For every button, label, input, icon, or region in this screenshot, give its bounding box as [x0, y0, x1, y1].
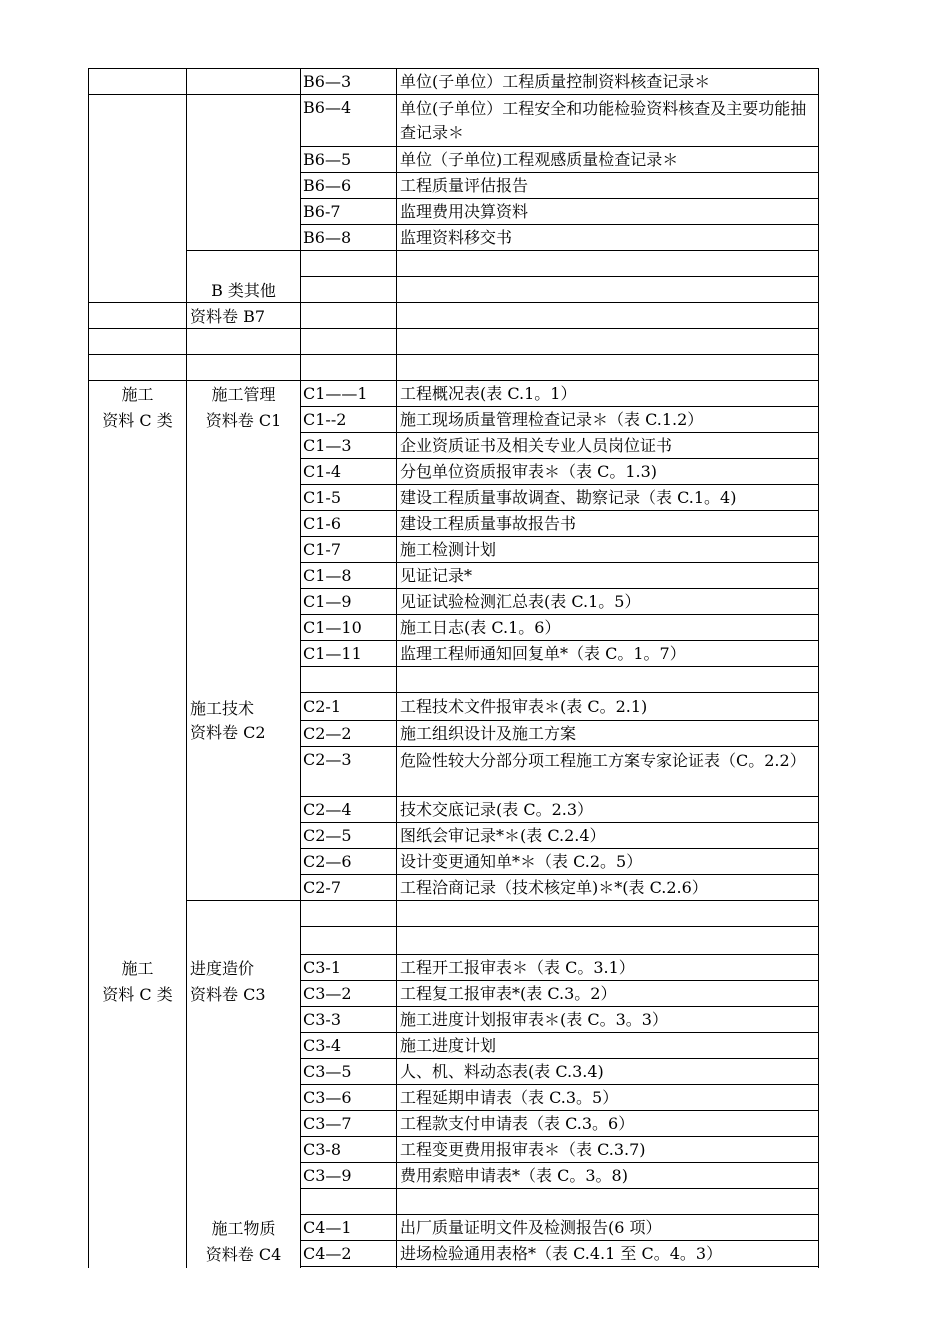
- section-label: 资料卷 B7: [190, 307, 266, 326]
- item-title: 施工现场质量管理检查记录＊（表 C.1.2）: [400, 410, 704, 429]
- item-code: C2—3: [303, 750, 352, 769]
- item-code: C2—4: [303, 800, 352, 819]
- item-title: 进场检验通用表格*（表 C.4.1 至 C。4。3）: [400, 1244, 723, 1263]
- section-label: 施工物质: [211, 1219, 276, 1238]
- item-code: C3-3: [303, 1010, 342, 1029]
- col-line-1: [186, 68, 187, 1268]
- item-code: C1—3: [303, 436, 352, 455]
- section-label: 进度造价: [190, 959, 255, 978]
- item-code: C2-7: [303, 878, 342, 897]
- item-code: B6—8: [303, 228, 352, 247]
- item-code: B6—6: [303, 176, 352, 195]
- col-line-2: [300, 68, 301, 1268]
- item-title: 单位(子单位）工程质量控制资料核查记录＊: [400, 72, 711, 91]
- item-code: C4—1: [303, 1218, 352, 1237]
- item-code: C3-4: [303, 1036, 342, 1055]
- item-title: 单位（子单位)工程观感质量检查记录＊: [400, 150, 679, 169]
- item-code: B6—4: [303, 98, 352, 117]
- section-label: 资料卷 C3: [190, 985, 266, 1004]
- item-title: 出厂质量证明文件及检测报告(6 项）: [400, 1218, 662, 1237]
- item-code: B6—3: [303, 72, 352, 91]
- item-code: C1—9: [303, 592, 352, 611]
- row-line: [300, 276, 819, 277]
- item-title: 工程开工报审表＊（表 C。3.1）: [400, 958, 635, 977]
- item-title: 施工进度计划报审表＊(表 C。3。3）: [400, 1010, 668, 1029]
- item-code: C1-4: [303, 462, 342, 481]
- item-code: C3—5: [303, 1062, 352, 1081]
- item-code: C2-1: [303, 697, 342, 716]
- section-label: 资料卷 C2: [190, 723, 266, 742]
- item-code: B6—5: [303, 150, 352, 169]
- item-title: 施工进度计划: [400, 1036, 497, 1055]
- section-label: 资料卷 C4: [205, 1245, 282, 1264]
- item-code: C3-1: [303, 958, 342, 977]
- row-line: [300, 562, 819, 563]
- item-title: 工程技术文件报审表＊(表 C。2.1): [400, 697, 648, 716]
- item-title: 施工日志(表 C.1。6）: [400, 618, 561, 637]
- item-code: C2—6: [303, 852, 352, 871]
- category-label: 施工: [121, 959, 154, 978]
- item-title: 工程复工报审表*(表 C.3。2）: [400, 984, 617, 1003]
- item-code: C2—5: [303, 826, 352, 845]
- item-code: C1--2: [303, 410, 347, 429]
- item-title: 监理工程师通知回复单*（表 C。1。7）: [400, 644, 686, 663]
- item-code: C4—2: [303, 1244, 352, 1263]
- item-code: C3—6: [303, 1088, 352, 1107]
- item-title: 人、机、料动态表(表 C.3.4): [400, 1062, 604, 1081]
- item-title: 工程延期申请表（表 C.3。5）: [400, 1088, 619, 1107]
- item-code: C1-5: [303, 488, 342, 507]
- row-line: [300, 224, 819, 225]
- row-line: [88, 354, 819, 355]
- item-code: C1—10: [303, 618, 362, 637]
- item-title: 监理资料移交书: [400, 228, 513, 247]
- item-title: 单位(子单位）工程安全和功能检验资料核查及主要功能抽查记录＊: [400, 99, 807, 142]
- item-code: C1-7: [303, 540, 342, 559]
- row-line: [300, 198, 819, 199]
- item-title: 企业资质证书及相关专业人员岗位证书: [400, 436, 673, 455]
- item-title: 分包单位资质报审表＊（表 C。1.3): [400, 462, 658, 481]
- item-title: 图纸会审记录*＊(表 C.2.4）: [400, 826, 606, 845]
- section-label: B 类其他: [211, 281, 276, 300]
- item-code: C1——1: [303, 384, 368, 403]
- section-label: 施工管理: [211, 385, 276, 404]
- item-code: C1—11: [303, 644, 362, 663]
- item-code: C3—9: [303, 1166, 352, 1185]
- item-title: 建设工程质量事故调查、勘察记录（表 C.1。4): [400, 488, 737, 507]
- row-line: [300, 692, 819, 693]
- item-title: 施工组织设计及施工方案: [400, 724, 577, 743]
- item-title: 施工检测计划: [400, 540, 497, 559]
- item-title: 建设工程质量事故报告书: [400, 514, 577, 533]
- category-label: 资料 C 类: [102, 985, 173, 1004]
- col-line-right: [818, 68, 819, 1268]
- item-title: 费用索赔申请表*（表 C。3。8): [400, 1166, 628, 1185]
- category-label: 施工: [121, 385, 154, 404]
- item-title: 工程概况表(表 C.1。1）: [400, 384, 577, 403]
- item-code: C1—8: [303, 566, 352, 585]
- item-title: 技术交底记录(表 C。2.3）: [400, 800, 594, 819]
- item-title: 见证试验检测汇总表(表 C.1。5）: [400, 592, 641, 611]
- item-title: 工程质量评估报告: [400, 176, 529, 195]
- row-line: [300, 926, 819, 927]
- col-line-left: [88, 68, 89, 1268]
- item-code: C3—2: [303, 984, 352, 1003]
- item-code: C2—2: [303, 724, 352, 743]
- item-title: 监理费用决算资料: [400, 202, 529, 221]
- item-title: 工程洽商记录（技术核定单)＊*(表 C.2.6）: [400, 878, 708, 897]
- item-code: C3—7: [303, 1114, 352, 1133]
- section-label: 资料卷 C1: [205, 411, 282, 430]
- item-code: C3-8: [303, 1140, 342, 1159]
- category-label: 资料 C 类: [102, 411, 173, 430]
- item-code: B6-7: [303, 202, 341, 221]
- section-label: 施工技术: [190, 699, 255, 718]
- item-title: 危险性较大分部分项工程施工方案专家论证表（C。2.2）: [400, 751, 806, 770]
- item-title: 工程变更费用报审表＊（表 C.3.7): [400, 1140, 646, 1159]
- item-code: C1-6: [303, 514, 342, 533]
- item-title: 设计变更通知单*＊（表 C.2。5）: [400, 852, 643, 871]
- item-title: 工程款支付申请表（表 C.3。6）: [400, 1114, 635, 1133]
- item-title: 见证记录*: [400, 566, 473, 585]
- col-line-3: [396, 68, 397, 1268]
